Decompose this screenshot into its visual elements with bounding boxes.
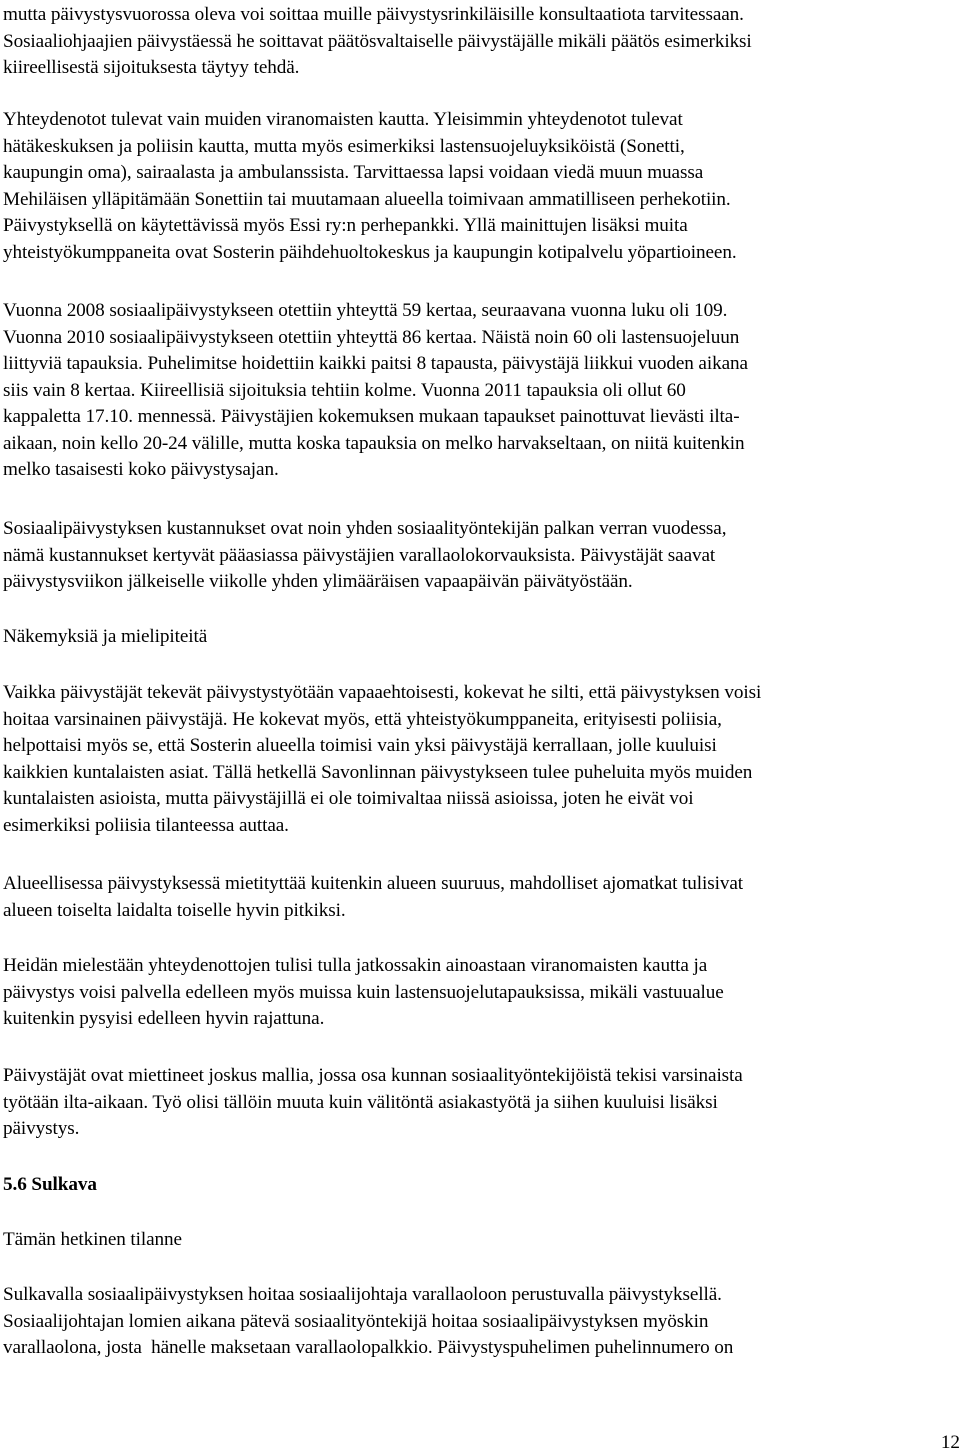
paragraph <box>3 107 737 266</box>
text-line: liittyviä tapauksia. Puhelimitse hoidettiin kaikki paitsi 8 tapausta, päivystäjä liikkui vuoden aikana <box>3 353 748 374</box>
text-line: Päivystyksellä on käytettävissä myös Essi ry:n perhepankki. Yllä mainittujen lisäksi muita <box>3 215 688 236</box>
text-line: nämä kustannukset kertyvät pääasiassa päivystäjien varallaolokorvauksista. Päivystäjät saavat <box>3 544 716 566</box>
paragraph <box>3 1063 743 1143</box>
text-line: hätäkeskuksen ja poliisin kautta, mutta myös esimerkiksi lastensuojeluyksiköistä (Sonetti, <box>3 135 685 157</box>
text-line: kiireellisestä sijoituksesta täytyy tehdä. <box>3 57 300 78</box>
text-line: Vuonna 2010 sosiaalipäivystykseen otettiin yhteyttä 86 kertaa. Näistä noin 60 oli lastensuojeluun <box>3 326 740 348</box>
text-line: aikaan, noin kello 20-24 välille, mutta koska tapauksia on melko harvakseltaan, on niitä kuitenkin <box>3 432 745 454</box>
paragraph <box>3 871 743 924</box>
text-line: päivystysviikon jälkeiselle viikolle yhden ylimääräisen vapaapäivän päivätyöstään. <box>3 571 633 592</box>
text-line: päivystys. <box>3 1118 80 1139</box>
paragraph <box>3 516 726 596</box>
paragraph <box>3 680 761 839</box>
section-heading <box>3 1227 182 1254</box>
section-heading <box>3 624 207 651</box>
text-line: Sosiaaliohjaajien päivystäessä he soittavat päätösvaltaiselle päivystäjälle mikäli päätös esimerkiksi <box>3 30 752 52</box>
page-number: 12 <box>940 1432 960 1453</box>
text-line: Sosiaalijohtajan lomien aikana pätevä sosiaalityöntekijä hoitaa sosiaalipäivystyksen myöskin <box>3 1310 709 1332</box>
text-line: Mehiläisen ylläpitämään Sonettiin tai muutamaan alueella toimivaan ammatilliseen perhekotiin. <box>3 188 731 210</box>
text-line: kuntalaisten asioista, mutta päivystäjillä ei ole toimivaltaa niissä asioissa, joten he eivät voi <box>3 788 694 809</box>
paragraph <box>3 953 724 1033</box>
text-line: Heidän mielestään yhteydenottojen tulisi tulla jatkossakin ainoastaan viranomaisten kautta ja <box>3 955 708 976</box>
text-line: Vaikka päivystäjät tekevät päivystystyötään vapaaehtoisesti, kokevat he silti, että päivystyksen voisi <box>3 682 762 703</box>
text-line: helpottaisi myös se, että Sosterin alueella toimisi vain yksi päivystäjä kerrallaan, jolle kuuluisi <box>3 735 717 756</box>
text-line: Sulkavalla sosiaalipäivystyksen hoitaa sosiaalijohtaja varallaoloon perustuvalla päivystyksellä. <box>3 1284 722 1305</box>
paragraph <box>3 298 748 484</box>
text-line: Vuonna 2008 sosiaalipäivystykseen otettiin yhteyttä 59 kertaa, seuraavana vuonna luku oli 109. <box>3 300 728 321</box>
text-line: alueen toiselta laidalta toiselle hyvin pitkiksi. <box>3 899 346 921</box>
text-line: kuitenkin pysyisi edelleen hyvin rajattuna. <box>3 1008 325 1029</box>
text-line: yhteistyökumppaneita ovat Sosterin päihdehuoltokeskus ja kaupungin kotipalvelu yöpartioineen. <box>3 241 737 263</box>
text-line: päivystys voisi palvella edelleen myös muissa kuin lastensuojelutapauksissa, mikäli vastuualue <box>3 981 724 1003</box>
text-line: työtään ilta-aikaan. Työ olisi tällöin muuta kuin välitöntä asiakastyötä ja siihen kuuluisi lisäksi <box>3 1091 718 1113</box>
text-line: kappaletta 17.10. mennessä. Päivystäjien kokemuksen mukaan tapaukset painottuvat lievästi ilta- <box>3 406 740 427</box>
text-line: Päivystäjät ovat miettineet joskus mallia, jossa osa kunnan sosiaalityöntekijöistä tekisi varsinaista <box>3 1065 743 1086</box>
text-line: melko tasaisesti koko päivystysajan. <box>3 459 279 480</box>
paragraph <box>3 2 752 82</box>
text-line: kaikkien kuntalaisten asiat. Tällä hetkellä Savonlinnan päivystykseen tulee puheluita myös muiden <box>3 761 753 783</box>
text-line: Yhteydenotot tulevat vain muiden viranomaisten kautta. Yleisimmin yhteydenotot tulevat <box>3 109 683 130</box>
text-line: hoitaa varsinainen päivystäjä. He kokevat myös, että yhteistyökumppaneita, erityisesti poliisia, <box>3 708 722 730</box>
text-line: Näkemyksiä ja mielipiteitä <box>3 626 208 647</box>
text-line: esimerkiksi poliisia tilanteessa auttaa. <box>3 814 289 836</box>
text-line: kaupungin oma), sairaalasta ja ambulanssista. Tarvittaessa lapsi voidaan viedä muun muassa <box>3 162 704 183</box>
text-line: varallaolona, josta hänelle maksetaan varallaolopalkkio. Päivystyspuhelimen puhelinnumero on <box>3 1337 734 1358</box>
text-line: Tämän hetkinen tilanne <box>3 1229 182 1250</box>
text-line: Alueellisessa päivystyksessä mietityttää kuitenkin alueen suuruus, mahdolliset ajomatkat tulisivat <box>3 873 743 894</box>
paragraph <box>3 1282 733 1362</box>
text-line: mutta päivystysvuorossa oleva voi soittaa muille päivystysrinkiläisille konsultaatiota tarvitessaan. <box>3 4 744 25</box>
section-heading <box>3 1172 97 1199</box>
text-line: Sosiaalipäivystyksen kustannukset ovat noin yhden sosiaalityöntekijän palkan verran vuodessa, <box>3 518 727 539</box>
text-line: 5.6 Sulkava <box>3 1174 97 1195</box>
text-line: siis vain 8 kertaa. Kiireellisiä sijoituksia tehtiin kolme. Vuonna 2011 tapauksia oli ollut 60 <box>3 379 686 401</box>
